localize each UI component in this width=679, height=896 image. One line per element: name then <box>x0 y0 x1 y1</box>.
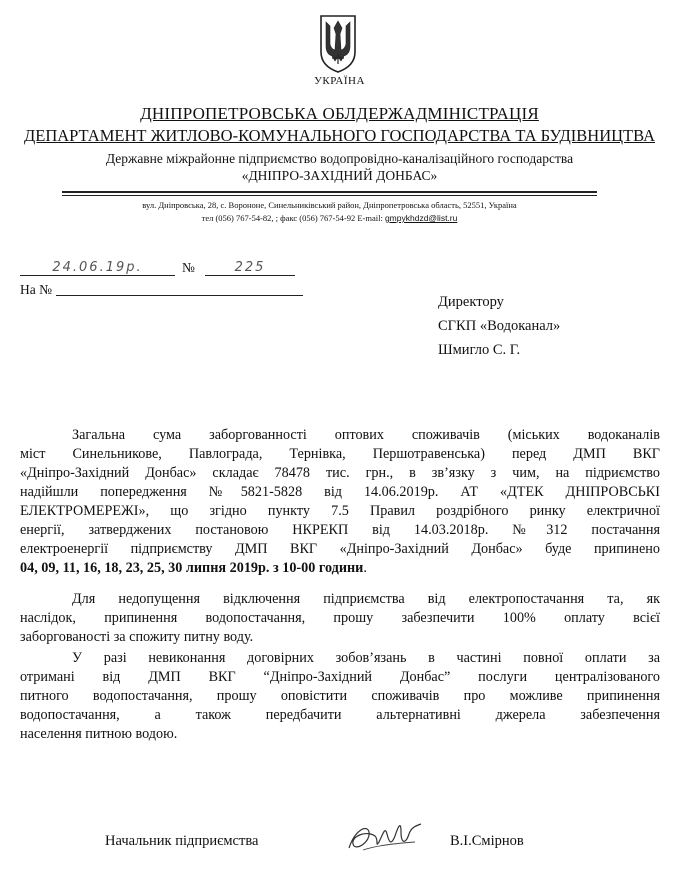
body-line: отримані від ДМП ВКГ “Дніпро-Західний Донбас” послуги централізованого <box>20 669 660 685</box>
body-paragraph-3 <box>20 649 660 744</box>
org-name-line4: «ДНІПРО-ЗАХІДНИЙ ДОНБАС» <box>241 168 438 183</box>
body-paragraph-2 <box>20 590 660 647</box>
contact-phones-text: тел (056) 767-54-82, ; факс (056) 767-54-92 E-mail: <box>201 213 383 223</box>
incoming-reference-blank <box>56 295 303 296</box>
org-name-line1: ДНІПРОПЕТРОВСЬКА ОБЛДЕРЖАДМІНІСТРАЦІЯ <box>140 104 539 123</box>
email-link[interactable]: gmpykhdzd@list.ru <box>384 213 458 223</box>
addressee-organization: СГКП «Водоканал» <box>438 318 561 334</box>
body-line: енергії, затверджених постановою НКРЕКП від 14.03.2018р. №312 постачання <box>20 522 660 538</box>
header-divider-thin <box>62 195 597 196</box>
body-line: наслідок, припинення водопостачання, прошу забезпечити 100% оплату всієї <box>20 610 660 626</box>
body-line: У разі невиконання договірних зобов’язань в частині повної оплати за <box>72 650 660 666</box>
body-line: водопостачання, а також передбачити альтернативні джерела забезпечення <box>20 707 660 723</box>
body-line: питного водопостачання, прошу оповістити споживачів про можливе припинення <box>20 688 660 704</box>
addressee-position: Директору <box>438 294 504 310</box>
contact-address: вул. Дніпровська, 28, с. Ворононе, Синельниківський район, Дніпропетровська область, 52551, Україна <box>142 200 517 210</box>
coat-of-arms-icon <box>318 14 358 74</box>
letter-date: 24.06.19р. <box>20 260 175 276</box>
outgoing-reference <box>20 260 290 280</box>
body-line: електроенергії підприємству ДМП ВКГ «Дніпро-Західний Донбас» буде припинено <box>20 541 660 557</box>
number-label: № <box>182 260 195 275</box>
org-name-line3: Державне міжрайонне підприємство водопровідно-каналізаційного господарства <box>105 151 574 166</box>
letter-number: 225 <box>205 260 295 276</box>
body-line: Загальна сума заборгованності оптових споживачів (міських водоканалів <box>72 427 660 443</box>
body-line: надійшли попередження №5821-5828 від 14.06.2019р. АТ «ДТЕК ДНІПРОВСЬКІ <box>20 484 660 500</box>
org-name-line2: ДЕПАРТАМЕНТ ЖИТЛОВО-КОМУНАЛЬНОГО ГОСПОДАРСТВА ТА БУДІВНИЦТВА <box>24 126 655 145</box>
handwritten-signature <box>345 812 425 862</box>
body-line-end: . <box>363 560 367 576</box>
incoming-reference-label: На № <box>20 282 52 297</box>
body-line <box>20 559 660 578</box>
signatory-title: Начальник підприємства <box>105 833 259 849</box>
body-line: міст Синельникове, Павлограда, Тернівка, Першотравенська) перед ДМП ВКГ <box>20 446 660 462</box>
contact-phones <box>62 213 597 223</box>
header-divider <box>62 191 597 193</box>
signatory-name: В.І.Смірнов <box>450 833 524 849</box>
body-paragraph-1 <box>20 426 660 578</box>
country-label: УКРАЇНА <box>314 75 365 87</box>
outage-dates: 04, 09, 11, 16, 18, 23, 25, 30 липня 2019р. з 10-00 години <box>20 560 364 576</box>
body-line: заборгованості за спожиту питну воду. <box>20 629 254 645</box>
body-line: населення питною водою. <box>20 726 178 742</box>
body-line: ЕЛЕКТРОМЕРЕЖІ», що згідно пункту 7.5 Правил роздрібного ринку електричної <box>20 503 660 519</box>
body-line: Для недопущення відключення підприємства від електропостачання та, як <box>72 591 660 607</box>
body-line: «Дніпро-Західний Донбас» складає 78478 тис. грн., в зв’язку з чим, на підриємство <box>20 465 660 481</box>
addressee-name: Шмигло С. Г. <box>438 342 521 358</box>
